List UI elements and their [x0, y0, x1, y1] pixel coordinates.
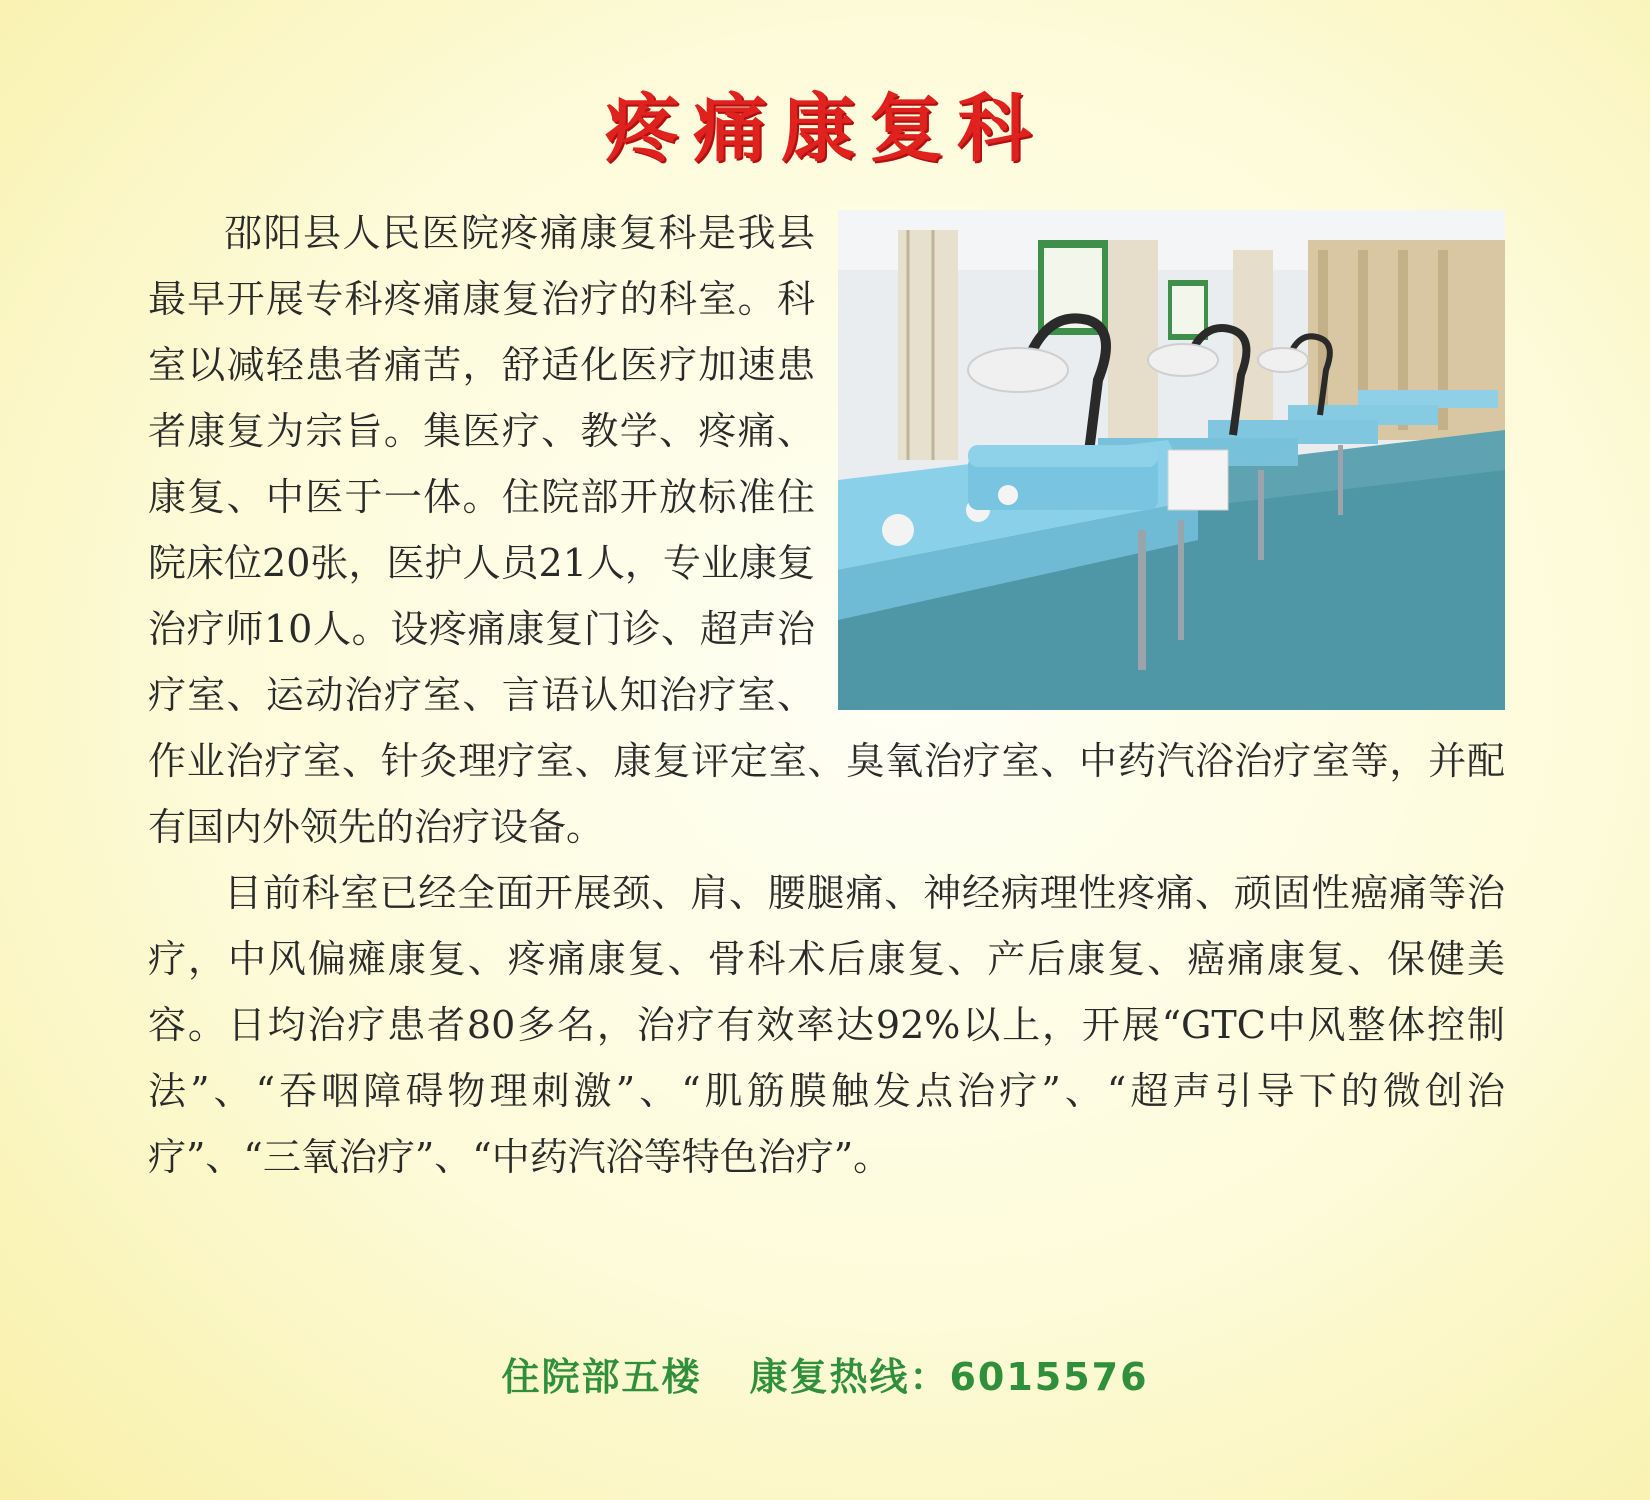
paragraph-services: 目前科室已经全面开展颈、肩、腰腿痛、神经病理性疼痛、顽固性癌痛等治疗，中风偏瘫康复、疼痛康复、骨科术后康复、产后康复、癌痛康复、保健美容。日均治疗患者80多名，治疗有效率达92%以上，开展“GTC中风整体控制法”、“吞咽障碍物理刺激”、“肌筋膜触发点治疗”、“超声引导下的微创治疗”、“三氧治疗”、“中药汽浴等特色治疗”。 — [148, 871, 1505, 1179]
page-title: 疼痛康复科 — [605, 86, 1045, 172]
paragraph-intro: 邵阳县人民医院疼痛康复科是我县最早开展专科疼痛康复治疗的科室。科室以减轻患者痛苦，舒适化医疗加速患者康复为宗旨。集医疗、教学、疼痛、康复、中医于一体。住院部开放标准住院床位20张，医护人员21人，专业康复治疗师10人。设疼痛康复门诊、超声治疗室、运动治疗室、言语认知治疗室、作业治疗室、针灸理疗室、康复评定室、臭氧治疗室、中药汽浴治疗室等，并配有国内外领先的治疗设备。 — [148, 211, 1505, 849]
contact-footer — [0, 1346, 1650, 1401]
article-body — [148, 200, 1505, 1190]
location-text: 住院部五楼 — [501, 1355, 702, 1399]
hotline-text: 康复热线：6015576 — [749, 1355, 1149, 1399]
photo-spacer — [815, 200, 1505, 708]
